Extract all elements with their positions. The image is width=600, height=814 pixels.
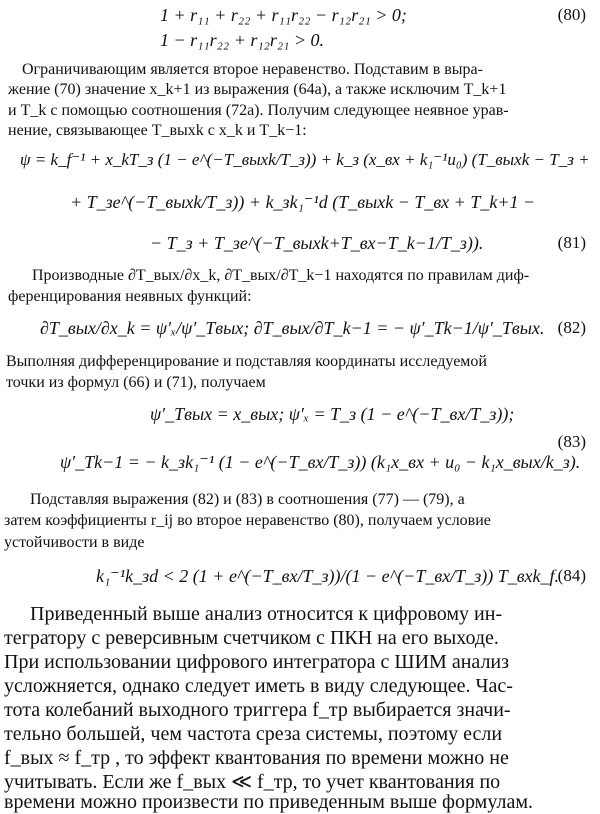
paragraph-1-line-1: Ограничивающим является второе неравенство. Подставим в выра-	[22, 61, 483, 78]
equation-83-line-2: ψ′_Tk−1 = − k_зk₁⁻¹ (1 − e^(−T_вх/T_з)) (k₁x_вх + u₀ − k₁x_вых/k_з).	[60, 452, 581, 472]
paragraph-5-line-6: тельно большей, чем частота среза системы, поэтому если	[4, 723, 503, 745]
equation-80-line-2: 1 − r₁₁r₂₂ + r₁₂r₂₁ > 0.	[160, 30, 325, 50]
paragraph-4-line-3: устойчивости в виде	[4, 534, 145, 551]
paragraph-4-line-1: Подставляя выражения (82) и (83) в соотношения (77) — (79), а	[30, 491, 465, 508]
equation-83-line-1: ψ′_Tвых = x_вых; ψ′ₓ = T_з (1 − e^(−T_вх/T_з));	[150, 404, 515, 424]
equation-81-line-2: + T_зe^(−T_выхk/T_з)) + k_зk₁⁻¹d (T_выхk − T_вх + T_k+1 −	[70, 192, 536, 212]
paragraph-5-line-1: Приведенный выше анализ относится к цифровому ин-	[30, 603, 503, 625]
paragraph-4-line-2: затем коэффициенты r_ij во второе неравенство (80), получаем условие	[4, 512, 491, 529]
equation-81-line-1: ψ = k_f⁻¹ + x_kT_з (1 − e^(−T_выхk/T_з)) + k_з (x_вх + k₁⁻¹u₀) (T_выхk − T_з +	[20, 150, 590, 169]
equation-83-number: (83)	[557, 432, 586, 451]
paragraph-2-line-2: ференцирования неявных функций:	[8, 288, 252, 305]
paragraph-5-line-9: времени можно произвести по приведенным выше формулам.	[4, 791, 533, 813]
paragraph-1-line-2: жение (70) значение x_k+1 из выражения (64а), а также исключим T_k+1	[8, 81, 507, 98]
paragraph-5-line-2: тегратору с реверсивным счетчиком с ПКН на его выходе.	[4, 627, 499, 649]
equation-81-line-3: − T_з + T_зe^(−T_выхk+T_вх−T_k−1/T_з)).	[150, 233, 484, 253]
equation-82: ∂T_вых/∂x_k = ψ′ₓ/ψ′_Tвых; ∂T_вых/∂T_k−1 = − ψ′_Tk−1/ψ′_Tвых.	[40, 318, 545, 338]
paragraph-3-line-2: точки из формул (66) и (71), получаем	[6, 374, 266, 391]
paragraph-5-line-7: f_вых ≈ f_тр , то эффект квантования по времени можно не	[4, 747, 509, 769]
equation-84-number: (84)	[557, 566, 586, 585]
equation-84: k₁⁻¹k_зd < 2 (1 + e^(−T_вх/T_з))/(1 − e^(−T_вх/T_з)) T_вхk_f.	[96, 566, 560, 586]
paragraph-1-line-4: нение, связывающее T_выхk с x_k и T_k−1:	[8, 122, 307, 139]
paragraph-1-line-3: и T_k с помощью соотношения (72а). Получим следующее неявное урав-	[8, 102, 509, 119]
paragraph-3-line-1: Выполняя дифференцирование и подставляя координаты исследуемой	[6, 353, 487, 370]
equation-80-line-1: 1 + r₁₁ + r₂₂ + r₁₁r₂₂ − r₁₂r₂₁ > 0;	[160, 5, 407, 25]
paragraph-5-line-3: При использовании цифрового интегратора с ШИМ анализ	[4, 651, 510, 673]
equation-82-number: (82)	[557, 318, 586, 337]
paragraph-5-line-8: учитывать. Если же f_вых ≪ f_тр, то учет квантования по	[4, 771, 501, 793]
equation-80-number: (80)	[557, 5, 586, 24]
equation-81-number: (81)	[557, 233, 586, 252]
paragraph-5-line-4: усложняется, однако следует иметь в виду следующее. Час-	[4, 675, 513, 697]
paragraph-2-line-1: Производные ∂T_вых/∂x_k, ∂T_вых/∂T_k−1 находятся по правилам диф-	[32, 267, 530, 284]
paragraph-5-line-5: тота колебаний выходного триггера f_тр выбирается значи-	[4, 699, 511, 721]
